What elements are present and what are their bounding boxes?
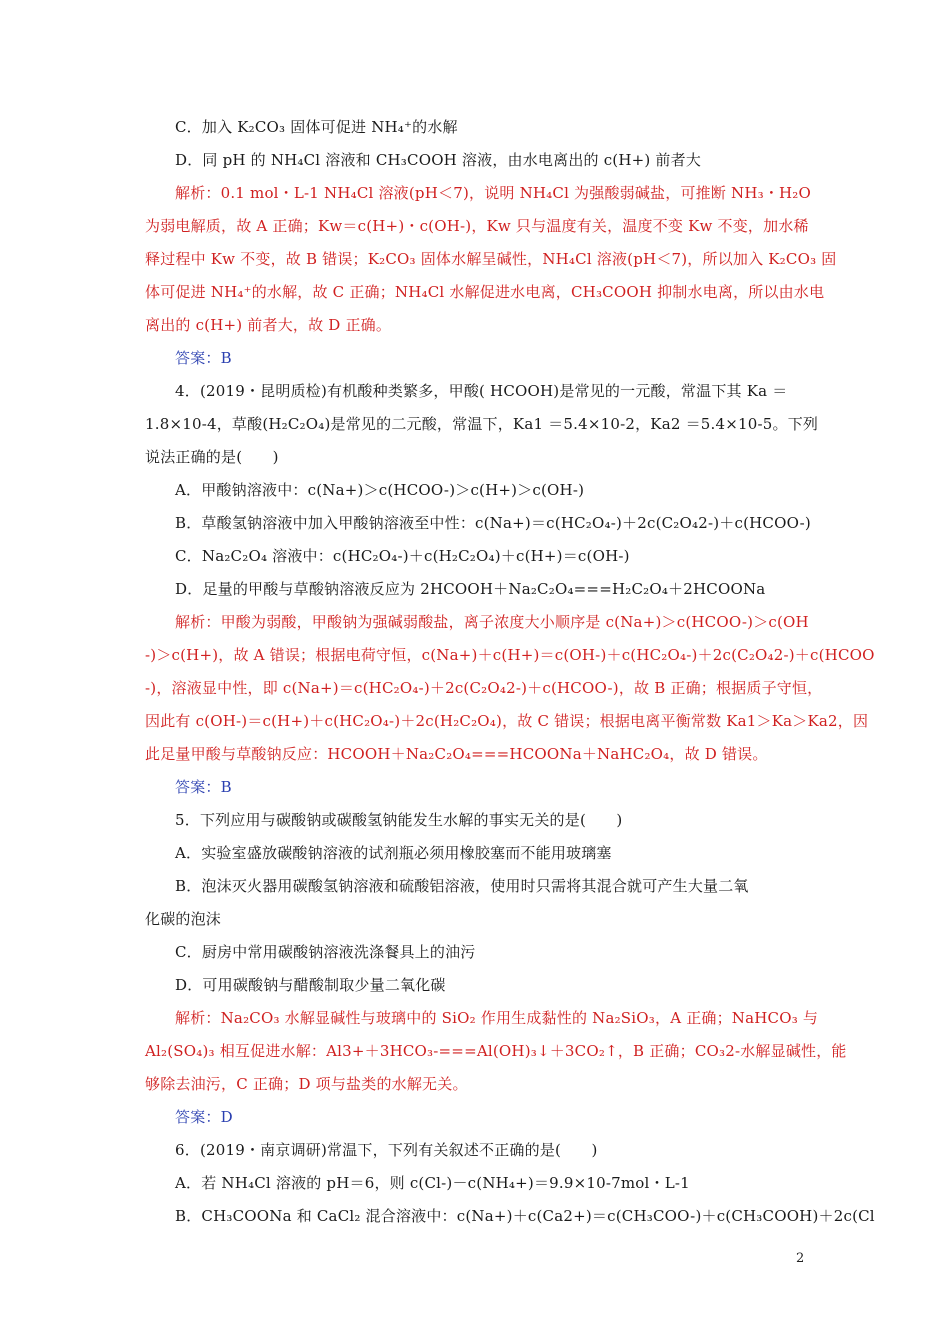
question-line: 化碳的泡沫 (145, 910, 222, 928)
question-line: 说法正确的是( ) (145, 448, 279, 466)
question-line: A．实验室盛放碳酸钠溶液的试剂瓶必须用橡胶塞而不能用玻璃塞 (175, 844, 612, 862)
answer-line: 答案：B (175, 349, 232, 367)
explanation-line: -)＞c(H+)，故 A 错误；根据电荷守恒，c(Na+)＋c(H+)＝c(OH-)＋c(HC₂O₄-)＋2c(C₂O₄2-)＋c(HCOO (145, 646, 875, 664)
question-line: A．甲酸钠溶液中：c(Na+)＞c(HCOO-)＞c(H+)＞c(OH-) (175, 481, 585, 499)
question-line: B．草酸氢钠溶液中加入甲酸钠溶液至中性：c(Na+)＝c(HC₂O₄-)＋2c(C₂O₄2-)＋c(HCOO-) (175, 514, 811, 532)
question-line: C．加入 K₂CO₃ 固体可促进 NH₄⁺的水解 (175, 118, 458, 136)
question-line: D．足量的甲酸与草酸钠溶液反应为 2HCOOH＋Na₂C₂O₄===H₂C₂O₄＋2HCOONa (175, 580, 766, 598)
answer-line: 答案：B (175, 778, 232, 796)
explanation-line: 够除去油污，C 正确；D 项与盐类的水解无关。 (145, 1075, 468, 1093)
question-line: A．若 NH₄Cl 溶液的 pH＝6，则 c(Cl-)－c(NH₄+)＝9.9×10-7mol・L-1 (175, 1174, 690, 1192)
question-line: D．可用碳酸钠与醋酸制取少量二氧化碳 (175, 976, 446, 994)
question-line: B．泡沫灭火器用碳酸氢钠溶液和硫酸铝溶液，使用时只需将其混合就可产生大量二氧 (175, 877, 749, 895)
explanation-line: 离出的 c(H+) 前者大，故 D 正确。 (145, 316, 392, 334)
explanation-line: 解析：Na₂CO₃ 水解显碱性与玻璃中的 SiO₂ 作用生成黏性的 Na₂SiO₃，A 正确；NaHCO₃ 与 (175, 1009, 819, 1027)
question-line: 1.8×10-4，草酸(H₂C₂O₄)是常见的二元酸，常温下，Ka1 ＝5.4×10-2，Ka2 ＝5.4×10-5。下列 (145, 415, 819, 433)
question-line: C．厨房中常用碳酸钠溶液洗涤餐具上的油污 (175, 943, 476, 961)
question-line: C．Na₂C₂O₄ 溶液中：c(HC₂O₄-)＋c(H₂C₂O₄)＋c(H+)＝c(OH-) (175, 547, 630, 565)
question-line: 5．下列应用与碳酸钠或碳酸氢钠能发生水解的事实无关的是( ) (175, 811, 623, 829)
answer-line: 答案：D (175, 1108, 233, 1126)
explanation-line: 体可促进 NH₄⁺的水解，故 C 正确；NH₄Cl 水解促进水电离，CH₃COOH 抑制水电离，所以由水电 (145, 283, 825, 301)
page-number: 2 (796, 1251, 805, 1266)
explanation-line: 因此有 c(OH-)＝c(H+)＋c(HC₂O₄-)＋2c(H₂C₂O₄)，故 C 错误；根据电离平衡常数 Ka1＞Ka＞Ka2，因 (145, 712, 869, 730)
explanation-line: 解析：0.1 mol・L-1 NH₄Cl 溶液(pH＜7)，说明 NH₄Cl 为强酸弱碱盐，可推断 NH₃・H₂O (175, 184, 812, 202)
explanation-line: 解析：甲酸为弱酸，甲酸钠为强碱弱酸盐，离子浓度大小顺序是 c(Na+)＞c(HCOO-)＞c(OH (175, 613, 809, 631)
explanation-line: 释过程中 Kw 不变，故 B 错误；K₂CO₃ 固体水解呈碱性，NH₄Cl 溶液(pH＜7)，所以加入 K₂CO₃ 固 (145, 250, 837, 268)
explanation-line: Al₂(SO₄)₃ 相互促进水解：Al3+＋3HCO₃-===Al(OH)₃↓＋3CO₂↑，B 正确；CO₃2-水解显碱性，能 (145, 1042, 847, 1060)
question-line: 4．(2019・昆明质检)有机酸种类繁多，甲酸( HCOOH)是常见的一元酸，常温下其 Ka ＝ (175, 382, 788, 400)
explanation-line: 此足量甲酸与草酸钠反应：HCOOH＋Na₂C₂O₄===HCOONa＋NaHC₂O₄，故 D 错误。 (145, 745, 768, 763)
explanation-line: 为弱电解质，故 A 正确；Kw＝c(H+)・c(OH-)，Kw 只与温度有关，温度不变 Kw 不变，加水稀 (145, 217, 809, 235)
question-line: 6．(2019・南京调研)常温下，下列有关叙述不正确的是( ) (175, 1141, 598, 1159)
question-line: B．CH₃COONa 和 CaCl₂ 混合溶液中：c(Na+)＋c(Ca2+)＝c(CH₃COO-)＋c(CH₃COOH)＋2c(Cl (175, 1207, 875, 1225)
explanation-line: -)，溶液显中性，即 c(Na+)＝c(HC₂O₄-)＋2c(C₂O₄2-)＋c(HCOO-)，故 B 正确；根据质子守恒， (145, 679, 823, 697)
question-line: D．同 pH 的 NH₄Cl 溶液和 CH₃COOH 溶液，由水电离出的 c(H+) 前者大 (175, 151, 702, 169)
